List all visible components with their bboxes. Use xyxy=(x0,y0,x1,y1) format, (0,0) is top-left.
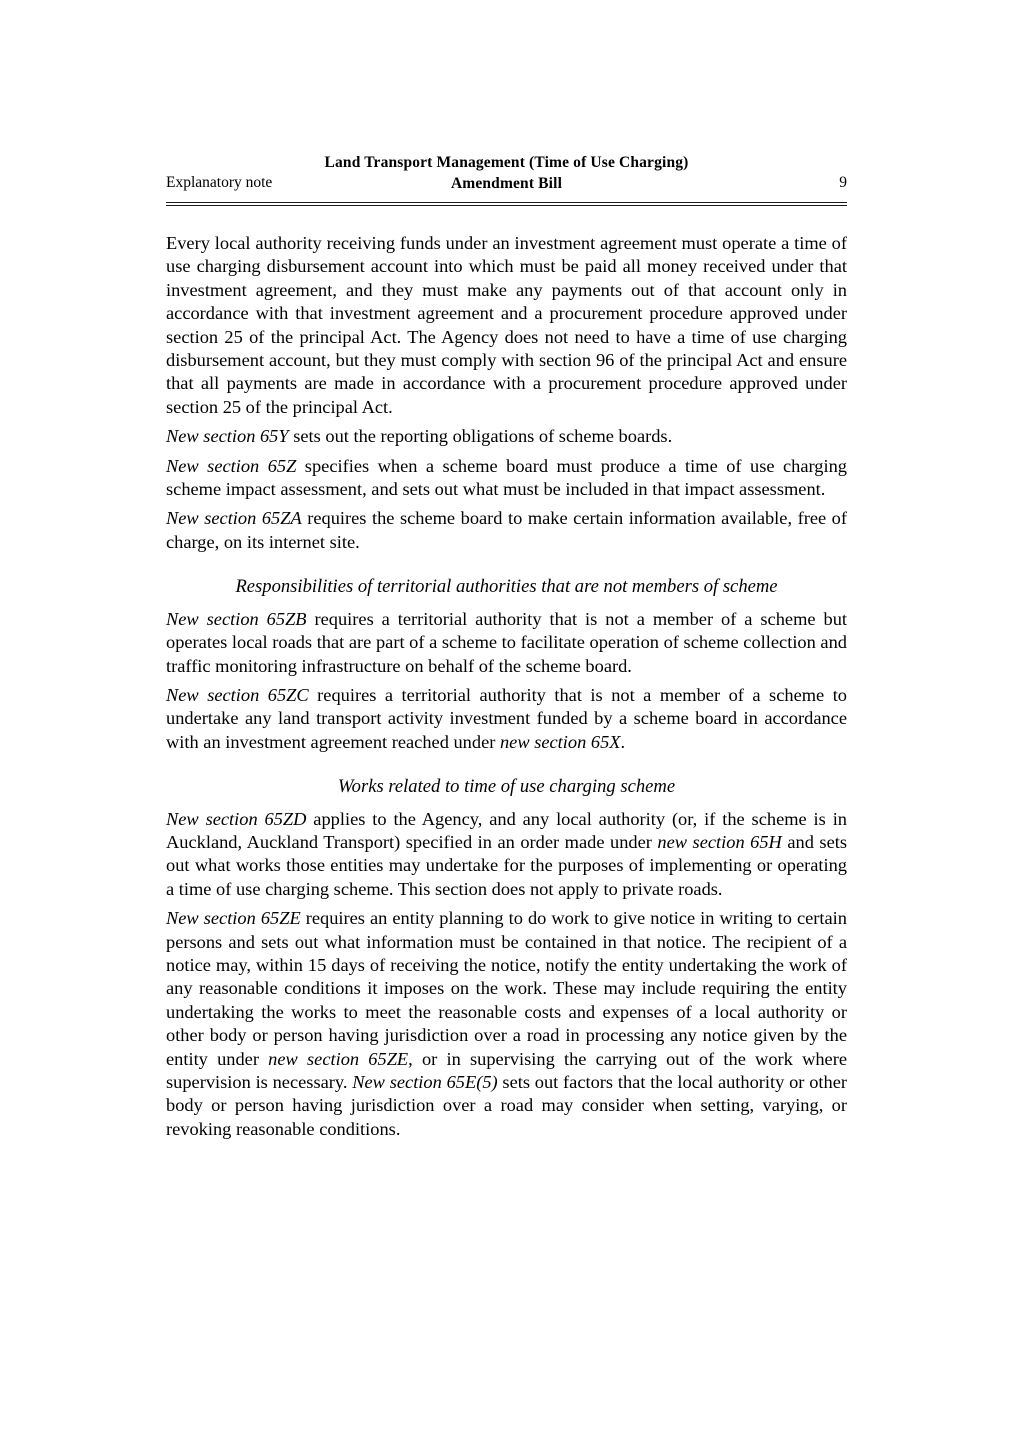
page-number: 9 xyxy=(839,174,847,191)
paragraph-65zd xyxy=(166,808,847,902)
section-ref-65ze: New section 65ZE xyxy=(166,908,301,929)
section-ref-65x: new section 65X xyxy=(499,731,621,752)
section-ref-65h: new section 65H xyxy=(657,831,782,852)
paragraph-65ze xyxy=(166,907,847,1141)
section-ref-65e5: New section 65E(5) xyxy=(352,1072,498,1092)
header-title-line-2: Amendment Bill xyxy=(450,175,563,192)
header-title-line-1: Land Transport Management (Time of Use Charging) xyxy=(324,154,689,171)
section-ref-65y: New section 65Y xyxy=(166,426,289,447)
paragraph-65ze-tail: sets out factors that the local authority or other body or person having jurisdiction over a road may consider when setting, varying, or revoking reasonable conditions. xyxy=(166,1072,847,1139)
section-ref-65ze-inline: new section 65ZE xyxy=(268,1048,409,1069)
running-header xyxy=(166,152,847,198)
heading-responsibilities-territorial-authorities: Responsibilities of territorial authorities that are not members of scheme xyxy=(235,576,778,598)
paragraph-65zc-text: requires a territorial authority that is not a member of a scheme to undertake any land transport activity investment funded by a scheme board in accordance with an investment agreement reached under xyxy=(166,684,847,752)
page-content xyxy=(166,152,847,1141)
paragraph-65y-text: sets out the reporting obligations of scheme boards. xyxy=(288,426,673,447)
paragraph-disbursement-account: Every local authority receiving funds under an investment agreement must operate a time of use charging disbursement account into which must be paid all money received under that investment agreement, and they must make any payments out of that account only in accordance with that investment agreement and a procurement procedure approved under section 25 of the principal Act. The Agency does not need to have a time of use charging disbursement account, but they must comply with section 96 of the principal Act and ensure that all payments are made in accordance with a procurement procedure approved under section 25 of the principal Act. xyxy=(166,233,847,417)
paragraph-65zb-text: requires a territorial authority that is not a member of a scheme but operates local roads that are part of a scheme to facilitate operation of scheme collection and traffic monitoring infrastructure on behalf of the scheme board. xyxy=(166,608,847,676)
paragraph-65zb xyxy=(166,608,847,678)
section-ref-65zd: New section 65ZD xyxy=(166,808,307,829)
paragraph-65y xyxy=(166,425,847,448)
paragraph-65z-text: specifies when a scheme board must produce a time of use charging scheme impact assessment, and sets out what must be included in that impact assessment. xyxy=(166,455,847,500)
heading-works-related-charging-scheme: Works related to time of use charging scheme xyxy=(337,776,676,798)
header-divider-rule xyxy=(166,202,847,206)
paragraph-65za xyxy=(166,507,847,554)
header-explanatory-note-label: Explanatory note xyxy=(166,174,273,191)
section-ref-65za: New section 65ZA xyxy=(166,508,302,529)
paragraph-65ze-text-1: requires an entity planning to do work to give notice in writing to certain persons and sets out what information must be contained in that notice. The recipient of a notice may, within 15 days of receiving the notice, notify the entity undertaking the work of any reasonable conditions it imposes on the work. These may include requiring the entity undertaking the works to meet the reasonable costs and expenses of a local authority or other body or person having jurisdiction over a road in processing any notice given by the entity under xyxy=(166,908,847,1069)
section-ref-65zb: New section 65ZB xyxy=(166,608,307,629)
paragraph-65zd-text: applies to the Agency, and any local authority (or, if the scheme is in Auckland, Auckland Transport) specified in an order made under xyxy=(166,808,848,852)
section-ref-65zc: New section 65ZC xyxy=(166,684,309,705)
paragraph-65za-text: requires the scheme board to make certain information available, free of charge, on its internet site. xyxy=(166,508,847,552)
section-ref-65z: New section 65Z xyxy=(166,455,297,476)
body-text xyxy=(166,232,847,1141)
paragraph-65ze-text-2: , or in supervising the carrying out of the work where supervision is necessary. xyxy=(166,1048,847,1092)
paragraph-65zd-tail: and sets out what works those entities may undertake for the purposes of implementing or operating a time of use charging scheme. This section does not apply to private roads. xyxy=(166,831,847,899)
paragraph-65zc-tail: . xyxy=(620,731,626,752)
paragraph-65zc xyxy=(166,684,847,754)
paragraph-65z xyxy=(166,455,847,502)
